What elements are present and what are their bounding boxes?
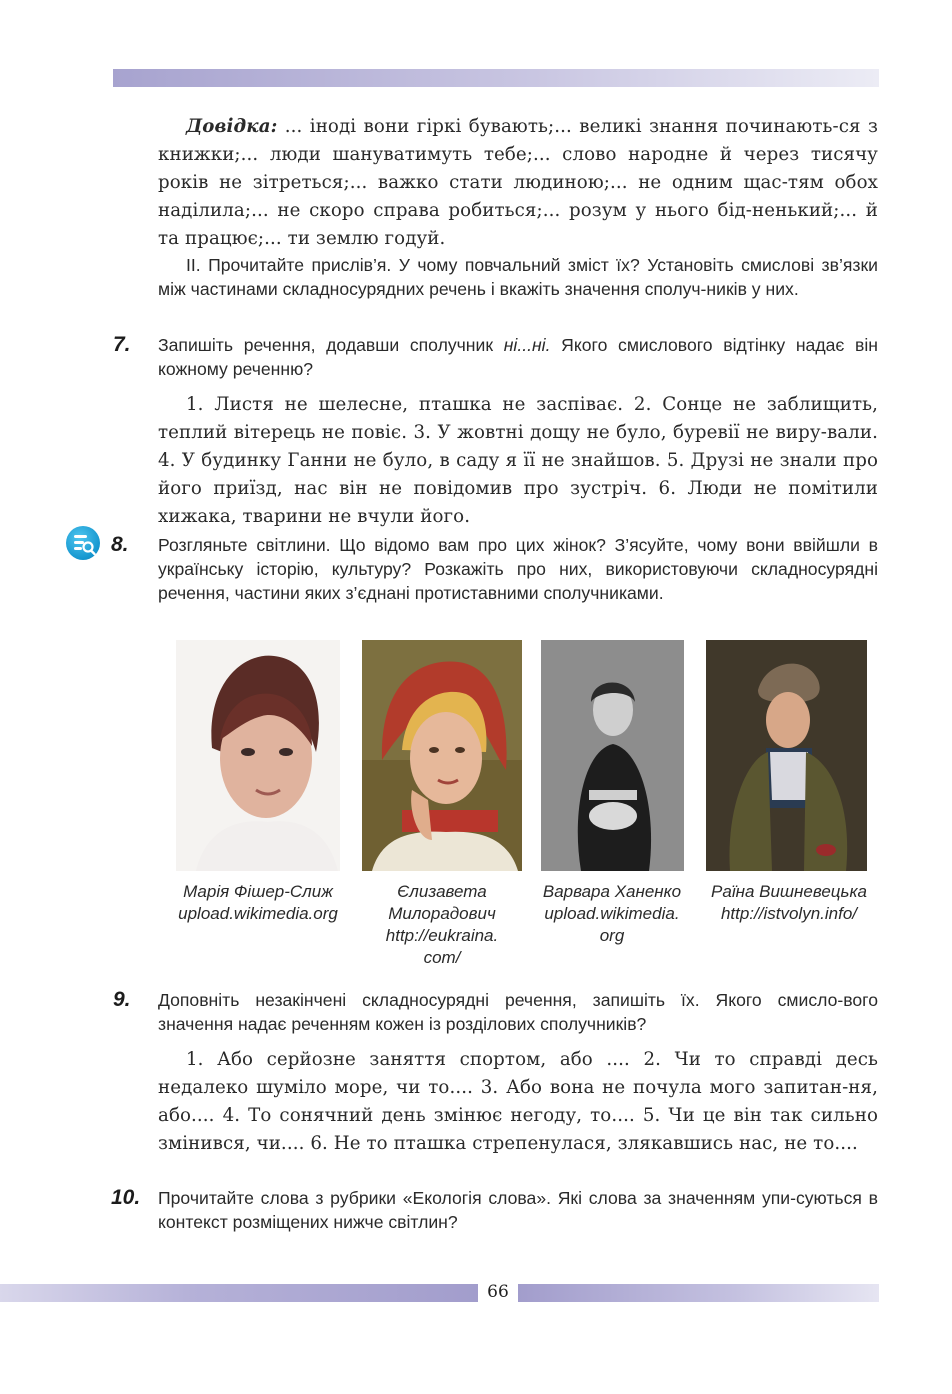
reference-paragraph xyxy=(158,113,878,253)
caption-2 xyxy=(366,881,518,969)
caption-2-line-3: http://eukraina. xyxy=(385,926,499,945)
caption-4-line-1: Раїна Вишневецька xyxy=(711,882,867,901)
caption-3-line-2: upload.wikimedia. xyxy=(544,904,680,923)
exercise-9-sentences: 1. Або серйозне заняття спортом, або .... 2. Чи то справді десь недалеко шуміло море, чи то.... 3. Або вона не почула мого запитан-ня, або.... 4. То сонячний день змінює негоду, то.... 5. Чи це він так сильно змінився, чи.... 6. Не то пташка стрепенулася, злякавшись нас, не то.... xyxy=(158,1049,878,1154)
exercise-9-number: 9. xyxy=(113,988,131,1011)
photo-yelyzaveta-myloradovych xyxy=(362,640,522,871)
bottom-bar-right xyxy=(518,1284,879,1302)
caption-2-line-2: Милорадович xyxy=(388,904,496,923)
reference-label: Довідка: xyxy=(186,116,278,137)
exercise-10-number: 10. xyxy=(111,1186,141,1209)
task-ii-paragraph: ІІ. Прочитайте прислів’я. У чому повчальний зміст їх? Установіть смислові зв’язки між частинами складносурядних речень і вкажіть значення сполуч-ників у них. xyxy=(158,255,878,299)
caption-3 xyxy=(527,881,697,947)
photo-varvara-khanenko xyxy=(541,640,684,871)
caption-1-line-2: upload.wikimedia.org xyxy=(178,904,338,923)
exercise-7-text xyxy=(158,333,878,381)
bottom-bar-left xyxy=(0,1284,478,1302)
exercise-10-text: Прочитайте слова з рубрики «Екологія слова». Які слова за значенням упи-суються в контекст розміщених нижче світлин? xyxy=(158,1188,878,1232)
top-decorative-bar xyxy=(113,69,879,87)
exercise-9-text: Доповніть незакінчені складносурядні речення, запишіть їх. Якого смисло-вого значення надає реченням кожен із розділових сполучників? xyxy=(158,990,878,1034)
exercise-8-number: 8. xyxy=(111,533,129,556)
caption-2-line-4: com/ xyxy=(423,948,461,967)
caption-1 xyxy=(160,881,356,925)
reference-text: ... іноді вони гіркі бувають;... великі знання починають-ся з книжки;... люди шануватимуть тебе;... слово народне й через тисячу років не зітреться;... важко стати людиною;... не одним щас-тям обох наділила;... не скоро справа робиться;... розум у нього бід-ненький;... й та працює;... ти землю годуй. xyxy=(158,116,878,249)
search-doc-icon xyxy=(66,526,100,560)
photo-maria-fisher-slyzh xyxy=(176,640,340,871)
exercise-7-sentences: 1. Листя не шелесне, пташка не заспіває. 2. Сонце не заблищить, теплий вітерець не повіє. 3. У жовтні дощу не було, буревії не виру-вали. 4. У будинку Ганни не було, в саду я її не знайшов. 5. Друзі не знали про його приїзд, нас він не повідомив про зустріч. 6. Люди не помітили хижака, тварини не вчули його. xyxy=(158,394,878,527)
page-number: 66 xyxy=(487,1282,509,1302)
exercise-7-text-before: Запишіть речення, додавши сполучник xyxy=(158,335,504,355)
caption-3-line-1: Варвара Ханенко xyxy=(542,882,682,901)
caption-2-line-1: Єлизавета xyxy=(397,882,487,901)
caption-4 xyxy=(692,881,886,925)
exercise-7-number: 7. xyxy=(113,333,131,356)
exercise-7-text-after: Якого смислового відтінку надає він кожному реченню? xyxy=(158,335,878,379)
caption-1-line-1: Марія Фішер-Слиж xyxy=(183,882,333,901)
caption-4-line-2: http://istvolyn.info/ xyxy=(720,904,858,923)
caption-3-line-3: org xyxy=(599,926,625,945)
photo-raina-vyshnevetska xyxy=(706,640,867,871)
exercise-8-text: Розгляньте світлини. Що відомо вам про цих жінок? З’ясуйте, чому вони ввійшли в українську історію, культуру? Розкажіть про них, використовуючи складносурядні речення, частини яких з’єднані протиставними сполучниками. xyxy=(158,535,878,603)
exercise-7-conjunction: ні...ні. xyxy=(503,335,551,355)
